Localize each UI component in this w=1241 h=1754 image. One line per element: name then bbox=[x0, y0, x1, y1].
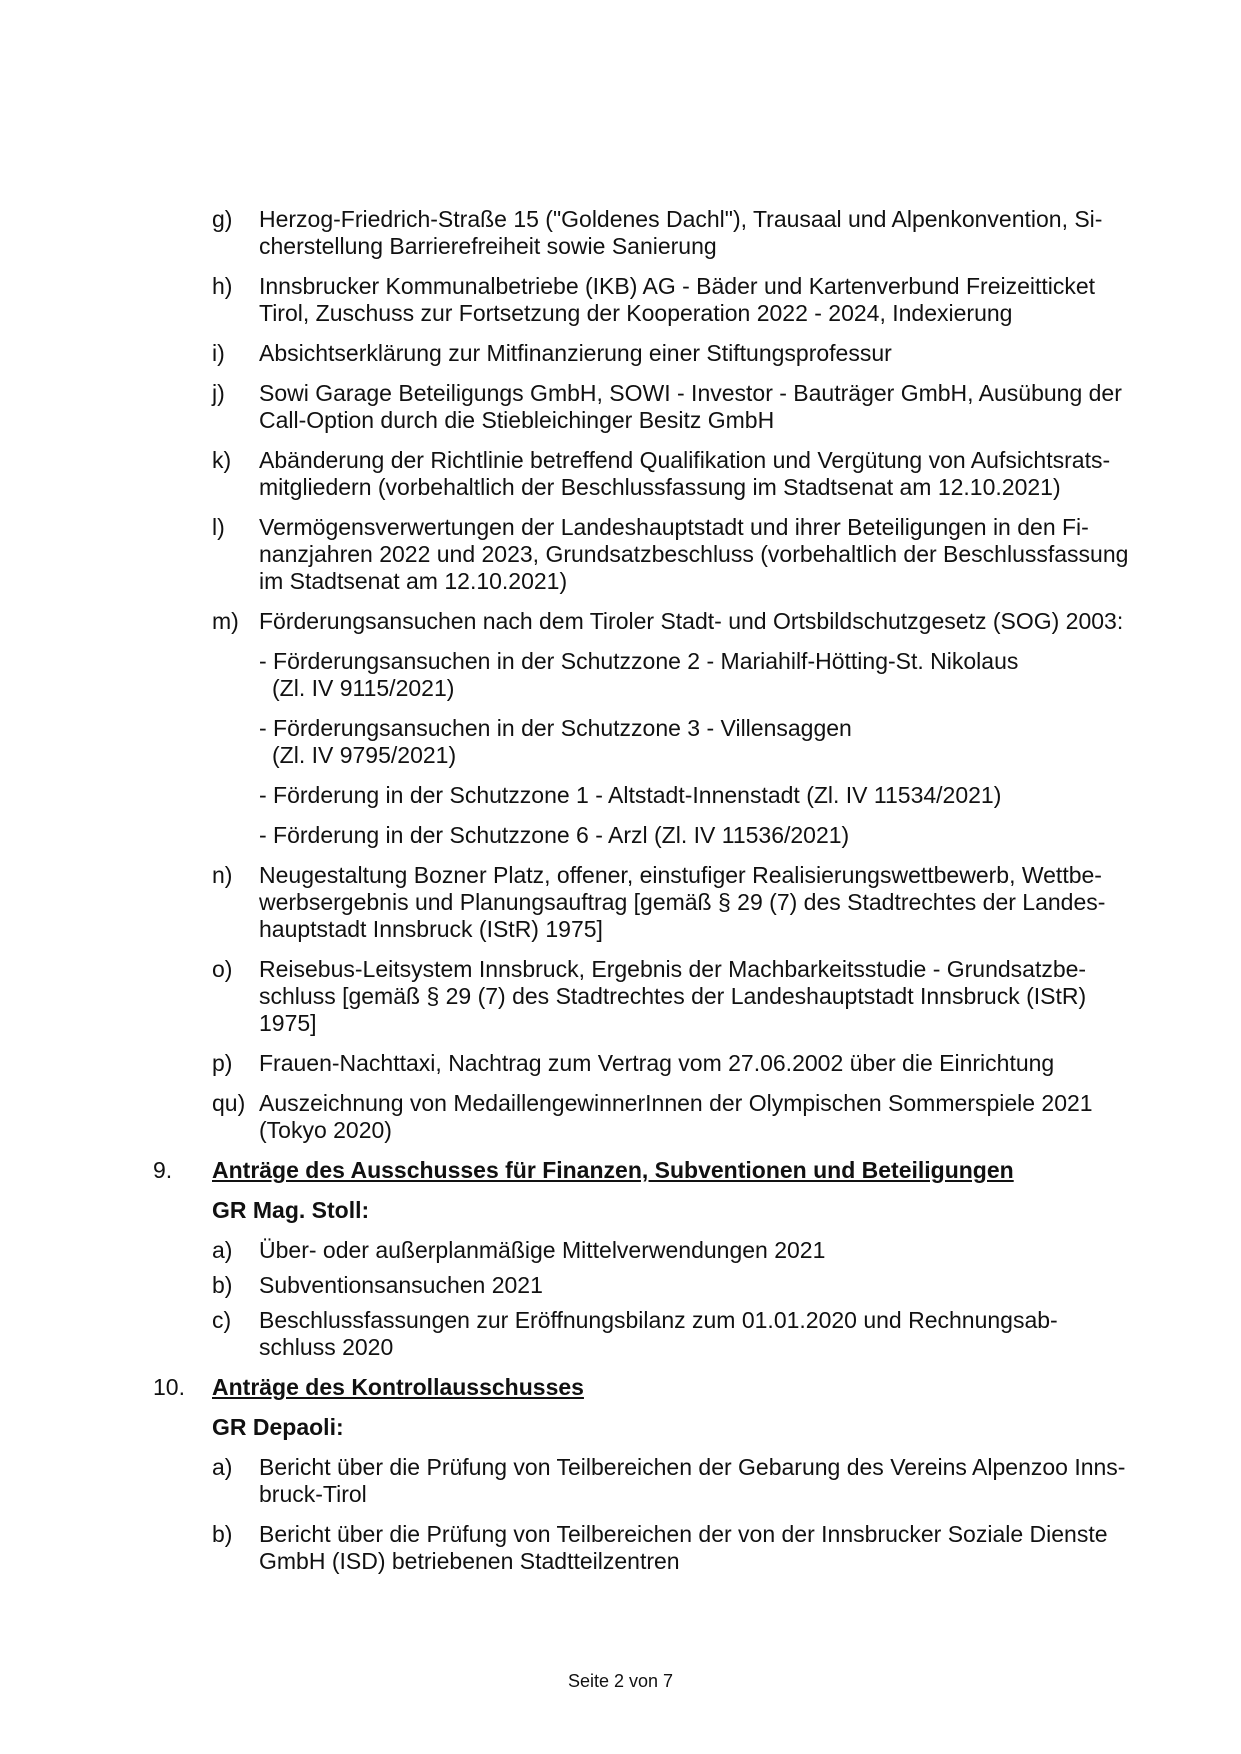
item-text: Subventionsansuchen 2021 bbox=[259, 1272, 543, 1298]
section-heading-9 bbox=[0, 1157, 1241, 1184]
sublist-item: - Förderungsansuchen in der Schutzzone 3 - Villensaggen (Zl. IV 9795/2021) bbox=[259, 715, 852, 768]
sublist-item: - Förderung in der Schutzzone 1 - Altstadt-Innenstadt (Zl. IV 11534/2021) bbox=[259, 782, 1002, 808]
item-text: Abänderung der Richtlinie betreffend Qualifikation und Vergütung von Aufsichtsrats- mitgliedern (vorbehaltlich der Beschlussfassung im Stadtsenat am 12.10.2021) bbox=[259, 447, 1111, 500]
item-text: Absichtserklärung zur Mitfinanzierung einer Stiftungsprofessur bbox=[259, 340, 892, 366]
item-text: Frauen-Nachttaxi, Nachtrag zum Vertrag vom 27.06.2002 über die Einrichtung bbox=[259, 1050, 1055, 1076]
section-number: 9. bbox=[153, 1157, 173, 1183]
item-letter: a) bbox=[212, 1237, 233, 1263]
item-letter: i) bbox=[212, 340, 225, 366]
list-item bbox=[0, 340, 1241, 367]
item-letter: h) bbox=[212, 273, 233, 299]
item-text: Beschlussfassungen zur Eröffnungsbilanz zum 01.01.2020 und Rechnungsab- schluss 2020 bbox=[259, 1307, 1058, 1360]
page-footer bbox=[0, 1670, 1241, 1692]
item-text: Bericht über die Prüfung von Teilbereichen der von der Innsbrucker Soziale Dienste GmbH (ISD) betriebenen Stadtteilzentren bbox=[259, 1521, 1108, 1574]
list-item bbox=[0, 1307, 1241, 1361]
list-item bbox=[0, 1050, 1241, 1077]
page-number: Seite 2 von 7 bbox=[567, 1671, 674, 1691]
item-letter: o) bbox=[212, 956, 233, 982]
item-letter: g) bbox=[212, 206, 233, 232]
item-text: Vermögensverwertungen der Landeshauptstadt und ihrer Beteiligungen in den Fi- nanzjahren 2022 und 2023, Grundsatzbeschluss (vorbehaltlich der Beschlussfassung im Stadtsenat am 12.10.2021) bbox=[259, 514, 1129, 594]
item-letter: m) bbox=[212, 608, 239, 634]
list-item bbox=[0, 380, 1241, 434]
item-text: Herzog-Friedrich-Straße 15 ("Goldenes Dachl"), Trausaal und Alpenkonvention, Si- cherstellung Barrierefreiheit sowie Sanierung bbox=[259, 206, 1103, 259]
list-item bbox=[0, 1272, 1241, 1299]
item-letter: n) bbox=[212, 862, 233, 888]
item-letter: a) bbox=[212, 1454, 233, 1480]
section-title: Anträge des Ausschusses für Finanzen, Subventionen und Beteiligungen bbox=[212, 1157, 1014, 1183]
list-item bbox=[0, 1521, 1241, 1575]
item-letter: qu) bbox=[212, 1090, 246, 1116]
list-item bbox=[0, 514, 1241, 595]
sublist-item: - Förderung in der Schutzzone 6 - Arzl (Zl. IV 11536/2021) bbox=[259, 822, 850, 848]
item-text: Sowi Garage Beteiligungs GmbH, SOWI - Investor - Bauträger GmbH, Ausübung der Call-Option durch die Stiebleichinger Besitz GmbH bbox=[259, 380, 1122, 433]
list-item bbox=[0, 1454, 1241, 1508]
item-text: Auszeichnung von MedaillengewinnerInnen der Olympischen Sommerspiele 2021 (Tokyo 2020) bbox=[259, 1090, 1093, 1143]
section-heading-10 bbox=[0, 1374, 1241, 1401]
item-text: Innsbrucker Kommunalbetriebe (IKB) AG - Bäder und Kartenverbund Freizeitticket Tirol, Zuschuss zur Fortsetzung der Kooperation 2022 - 2024, Indexierung bbox=[259, 273, 1096, 326]
item-letter: b) bbox=[212, 1272, 233, 1298]
item-text: Über- oder außerplanmäßige Mittelverwendungen 2021 bbox=[259, 1237, 826, 1263]
item-text: Bericht über die Prüfung von Teilbereichen der Gebarung des Vereins Alpenzoo Inns- bruck-Tirol bbox=[259, 1454, 1126, 1507]
section-number: 10. bbox=[153, 1374, 185, 1400]
list-item bbox=[0, 273, 1241, 327]
list-item bbox=[0, 862, 1241, 943]
section-title: Anträge des Kontrollausschusses bbox=[212, 1374, 584, 1400]
item-letter: k) bbox=[212, 447, 232, 473]
list-item bbox=[0, 206, 1241, 260]
sublist bbox=[259, 648, 1137, 849]
item-letter: p) bbox=[212, 1050, 233, 1076]
speaker-name: GR Mag. Stoll: bbox=[212, 1197, 370, 1223]
item-text: Reisebus-Leitsystem Innsbruck, Ergebnis der Machbarkeitsstudie - Grundsatzbe- schluss [gemäß § 29 (7) des Stadtrechtes der Landeshauptstadt Innsbruck (IStR) 1975] bbox=[259, 956, 1087, 1036]
list-item bbox=[0, 956, 1241, 1037]
list-item bbox=[0, 608, 1241, 849]
agenda-list bbox=[0, 206, 1241, 1583]
list-item bbox=[0, 1237, 1241, 1264]
item-letter: l) bbox=[212, 514, 225, 540]
list-item bbox=[0, 1090, 1241, 1144]
item-letter: j) bbox=[212, 380, 225, 406]
speaker-name: GR Depaoli: bbox=[212, 1414, 344, 1440]
item-text: Förderungsansuchen nach dem Tiroler Stadt- und Ortsbildschutzgesetz (SOG) 2003: bbox=[259, 608, 1124, 634]
item-text: Neugestaltung Bozner Platz, offener, einstufiger Realisierungswettbewerb, Wettbe- werbsergebnis und Planungsauftrag [gemäß § 29 (7) des Stadtrechtes der Landes- hauptstadt Innsbruck (IStR) 1975] bbox=[259, 862, 1106, 942]
item-letter: c) bbox=[212, 1307, 232, 1333]
list-item bbox=[0, 447, 1241, 501]
sublist-item: - Förderungsansuchen in der Schutzzone 2 - Mariahilf-Hötting-St. Nikolaus (Zl. IV 9115/2021) bbox=[259, 648, 1019, 701]
item-letter: b) bbox=[212, 1521, 233, 1547]
